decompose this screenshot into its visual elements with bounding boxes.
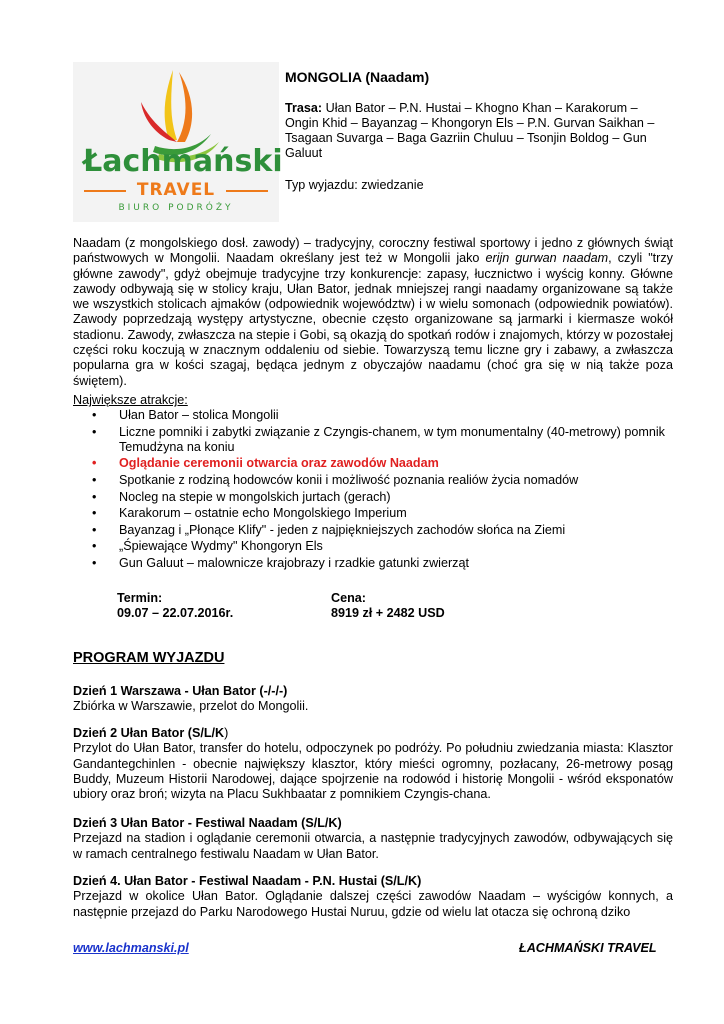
list-item-text: Ułan Bator – stolica Mongolii xyxy=(119,408,279,422)
bullet-icon: • xyxy=(92,506,97,521)
trip-type: Typ wyjazdu: zwiedzanie xyxy=(285,178,424,192)
page-title: MONGOLIA (Naadam) xyxy=(285,69,430,85)
day-heading-tail: ) xyxy=(224,726,229,740)
bullet-icon: • xyxy=(92,456,97,471)
intro-paragraph xyxy=(73,236,673,389)
day-text: Przejazd w okolice Ułan Bator. Oglądanie dalszej części zawodów Naadam – wyścigów konnych, a następnie przejazd do Parku Narodowego Hustai Nuruu, gdzie od wielu lat otacza się ochroną dziko xyxy=(73,889,673,919)
bullet-icon: • xyxy=(92,489,97,504)
website-link[interactable]: www.lachmanski.pl xyxy=(73,941,189,955)
list-item-text: Spotkanie z rodziną hodowców konii i możliwość poznania realiów życia nomadów xyxy=(119,473,579,488)
day-section xyxy=(73,726,673,802)
price-value: 8919 zł + 2482 USD xyxy=(331,606,445,620)
list-item-text: Gun Galuut – malownicze krajobrazy i rzadkie gatunki zwierząt xyxy=(119,556,469,571)
list-item-text: Bayanzag i „Płonące Klify" - jeden z najpiękniejszych zachodów słońca na Ziemi xyxy=(119,522,566,537)
day-heading-row xyxy=(73,726,673,741)
day-text: Przylot do Ułan Bator, transfer do hotelu, odpoczynek po podróży. Po południu zwiedzania miasta: Klasztor Gandantegchinlen - obecnie największy klasztor, który mieści ogromny, pozłacany, 26-metrowy posąg Buddy, Muzeum Historii Narodowej, dające spojrzenie na rodowód i historię Mongolii - wśród eksponatów ubiory oraz broń; wizyta na Placu Sukhbaatar z pomnikiem Czyngis-chana. xyxy=(73,741,673,802)
footer-brand: ŁACHMAŃSKI TRAVEL xyxy=(519,941,657,955)
bullet-icon: • xyxy=(92,522,97,537)
logo-tagline: BIURO PODRÓŻY xyxy=(118,203,234,213)
list-item-text: Nocleg na stepie w mongolskich jurtach (gerach) xyxy=(119,489,391,504)
bullet-icon: • xyxy=(92,539,97,554)
logo-sub-row xyxy=(73,180,279,200)
route-description xyxy=(285,101,660,161)
list-item xyxy=(73,556,673,571)
attractions-list xyxy=(73,408,673,573)
term-label: Termin: xyxy=(117,591,163,605)
program-title: PROGRAM WYJAZDU xyxy=(73,650,225,666)
term-value: 09.07 – 22.07.2016r. xyxy=(117,606,234,620)
day-heading: Dzień 3 Ułan Bator - Festiwal Naadam (S/L/K) xyxy=(73,816,342,830)
list-item-highlighted xyxy=(73,456,673,471)
day-heading: Dzień 1 Warszawa - Ułan Bator (-/-/-) xyxy=(73,684,288,698)
route-text: Ułan Bator – P.N. Hustai – Khogno Khan – Karakorum – Ongin Khid – Bayanzag – Khongoryn Els – P.N. Gurvan Saikhan – Tsagaan Suvarga – Baga Gazriin Chuluu – Tsonjin Boldog – Gun Galuut xyxy=(285,101,655,160)
day-heading: Dzień 2 Ułan Bator (S/L/K xyxy=(73,726,225,740)
list-item xyxy=(73,523,673,538)
logo-brand-text: Łachmański xyxy=(83,144,283,179)
list-item xyxy=(73,490,673,505)
bullet-icon: • xyxy=(92,408,97,422)
list-item-text: „Śpiewające Wydmy" Khongoryn Els xyxy=(119,539,323,554)
route-label: Trasa: xyxy=(285,101,323,115)
list-item-text: Liczne pomniki i zabytki związanie z Czyngis-chanem, w tym monumentalny (40-metrowy) pomnik Temudżyna na koniu xyxy=(119,424,665,454)
price-label: Cena: xyxy=(331,591,366,605)
logo-divider-left xyxy=(84,190,126,192)
list-item xyxy=(73,473,673,488)
day-section xyxy=(73,874,673,920)
list-item xyxy=(73,539,673,554)
list-item xyxy=(73,425,673,456)
day-heading: Dzień 4. Ułan Bator - Festiwal Naadam - P.N. Hustai (S/L/K) xyxy=(73,874,422,888)
bullet-icon: • xyxy=(92,424,97,439)
list-item xyxy=(73,506,673,521)
sail-orange-shape xyxy=(177,72,192,142)
logo-divider-right xyxy=(226,190,268,192)
day-text: Zbiórka w Warszawie, przelot do Mongolii. xyxy=(73,699,309,714)
intro-text-2: , czyli "trzy główne zawody", gdyż obejmuje tradycyjne trzy konkurencje: zapasy, łucznictwo i wyścig konny. Główne zawody odbywają się w stolicy kraju, Ułan Bator, jednak mniejszej rangi naadamy organizowane są także we wszystkich stolicach ajmaków (odpowiednik województw) i w wielu somonach (odpowiednik powiatów). Zawody poprzedzają występy artystyczne, obecnie często organizowane są jarmarki i kiermasze wokół stadionu. Zawody, zwłaszcza na stepie i Gobi, są okazją do spotkań rodów i znajomych, którzy w pozostałej części roku koczują w znacznym oddaleniu od siebie. Towarzyszą temu liczne gry i zabawy, a zwłaszcza popularna gra w kości szagaj, będąca jednym z obyczajów naadamu (choć gra się w nią także poza świętem). xyxy=(73,251,673,388)
intro-italic: erijn gurwan naadam xyxy=(485,251,609,266)
logo-sub-text: TRAVEL xyxy=(136,180,216,200)
day-section xyxy=(73,684,673,715)
bullet-icon: • xyxy=(92,556,97,571)
attractions-heading: Największe atrakcje: xyxy=(73,393,188,407)
list-item-text: Karakorum – ostatnie echo Mongolskiego Imperium xyxy=(119,506,407,521)
day-text: Przejazd na stadion i oglądanie ceremonii otwarcia, a następnie tradycyjnych zawodów, odbywających się w ramach centralnego festiwalu Naadam w Ułan Bator. xyxy=(73,831,673,861)
sail-yellow-shape xyxy=(165,70,177,140)
day-section xyxy=(73,816,673,862)
intro-text-1: Naadam (z mongolskiego dosł. zawody) – tradycyjny, coroczny festiwal sportowy i jedno z głównych świąt państwowych w Mongolii. Naadam określany jest też w Mongolii jako xyxy=(73,236,673,266)
company-logo xyxy=(73,62,283,222)
list-item xyxy=(73,408,673,423)
list-item-text: Oglądanie ceremonii otwarcia oraz zawodów Naadam xyxy=(119,456,439,471)
bullet-icon: • xyxy=(92,473,97,488)
